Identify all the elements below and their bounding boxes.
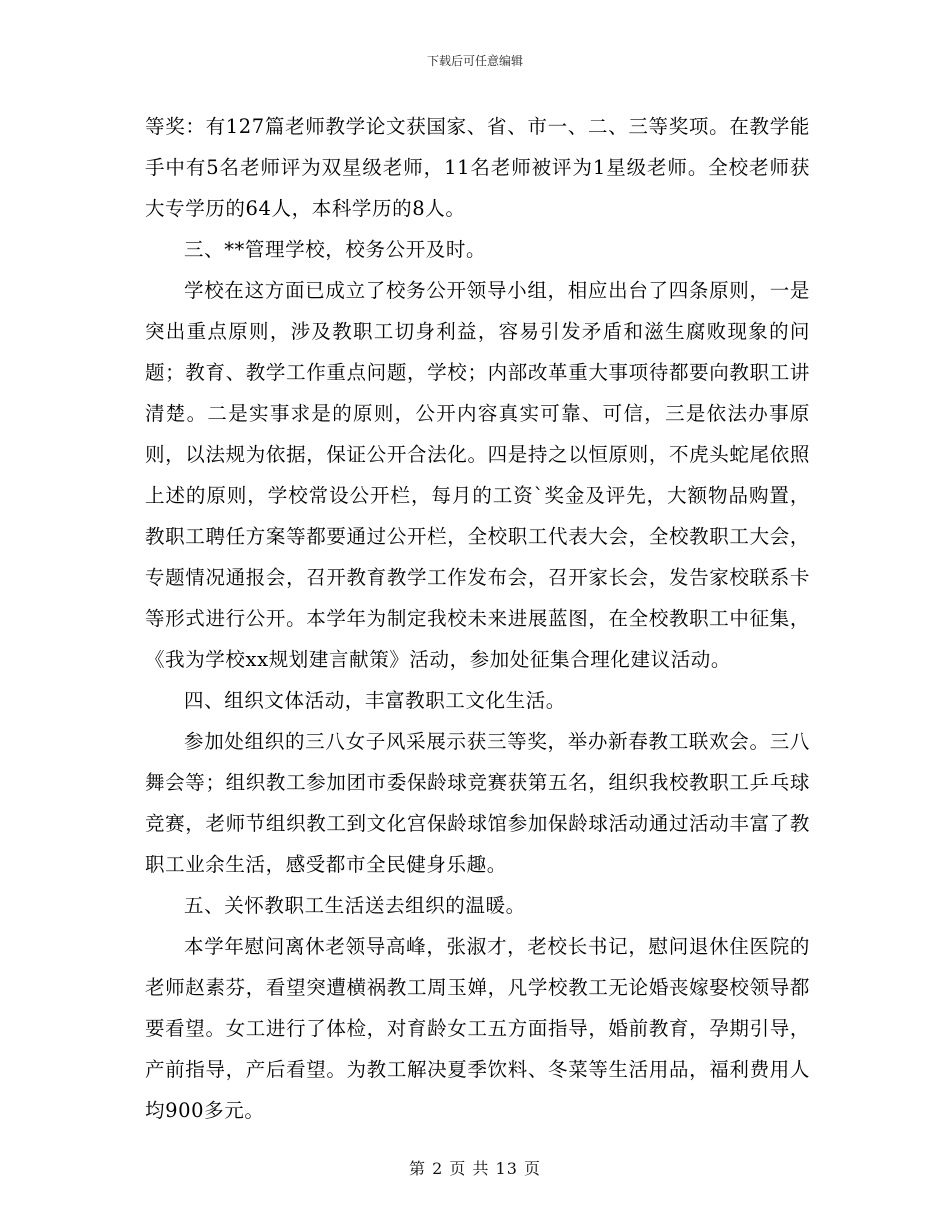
paragraph-awards: 等奖：有127篇老师教学论文获国家、省、市一、二、三等奖项。在教学能手中有5名老师评为双星级老师，11名老师被评为1星级老师。全校老师获大专学历的64人，本科学历的8人。 [145,115,810,220]
section-heading-4: 四、组织文体活动，丰富教职工文化生活。 [184,689,566,712]
paragraph-school-affairs: 学校在这方面已成立了校务公开领导小组，相应出台了四条原则，一是突出重点原则，涉及教职工切身利益，容易引发矛盾和滋生腐败现象的问题；教育、教学工作重点问题，学校；内部改革重大事项待都要向教职工讲清楚。二是实事求是的原则，公开内容真实可靠、可信，三是依法办事原则，以法规为依据，保证公开合法化。四是持之以恒原则，不虎头蛇尾依照上述的原则，学校常设公开栏，每月的工资`奖金及评先，大额物品购置，教职工聘任方案等都要通过公开栏，全校职工代表大会，全校教职工大会，专题情况通报会，召开教育教学工作发布会，召开家长会，发告家校联系卡等形式进行公开。本学年为制定我校未来进展蓝图，在全校教职工中征集，《我为学校xx规划建言献策》活动，参加处征集合理化建议活动。 [145,279,810,671]
paragraph-activities: 参加处组织的三八女子风采展示获三等奖，举办新春教工联欢会。三八舞会等；组织教工参加团市委保龄球竞赛获第五名，组织我校教职工乒乓球竞赛，老师节组织教工到文化宫保龄球馆参加保龄球活动通过活动丰富了教职工业余生活，感受都市全民健身乐趣。 [145,730,810,876]
paragraph-care: 本学年慰问离休老领导高峰，张淑才，老校长书记，慰问退休住医院的老师赵素芬，看望突遭横祸教工周玉婵，凡学校教工无论婚丧嫁娶校领导都要看望。女工进行了体检，对育龄女工五方面指导，婚前教育，孕期引导，产前指导，产后看望。为教工解决夏季饮料、冬菜等生活用品，福利费用人均900多元。 [145,935,810,1122]
page-header: 下载后可任意编辑 [426,54,523,68]
page-footer: 第 2 页 共 13 页 [409,1159,541,1178]
section-heading-5: 五、关怀教职工生活送去组织的温暖。 [184,894,526,917]
document-body [145,106,810,1131]
section-heading-3: 三、**管理学校，校务公开及时。 [184,238,487,261]
